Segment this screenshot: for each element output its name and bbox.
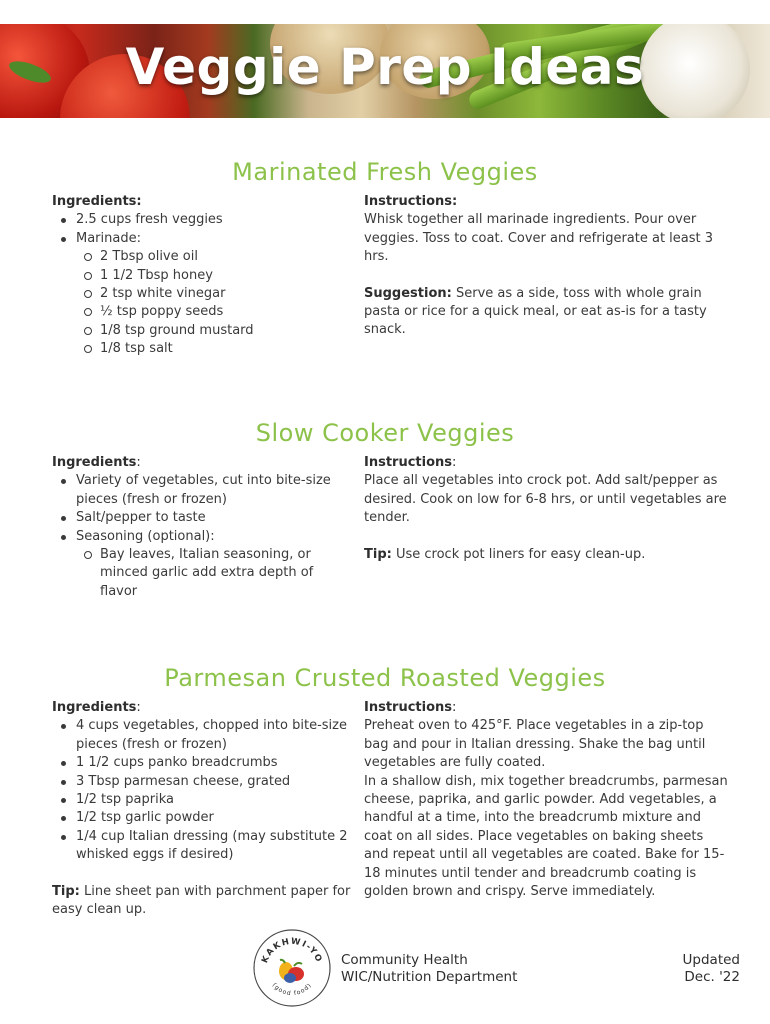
ingredients-heading: Ingredients: [52,455,141,470]
list-item: Bay leaves, Italian seasoning, or minced garlic add extra depth of flavor [76,546,352,601]
ingredients-heading: Ingredients: [52,194,142,209]
kakhwi-yo-logo [252,928,332,1008]
updated-value: Dec. '22 [684,969,740,985]
logo-top-text: KAKHWI-YO [260,936,324,965]
list-item: Variety of vegetables, cut into bite-size pieces (fresh or frozen) [52,472,352,509]
instructions-text: Whisk together all marinade ingredients. Pour over veggies. Toss to coat. Cover and refrigerate at least 3 hrs. [364,212,714,265]
tip-text: Tip: Line sheet pan with parchment paper for easy clean up. [52,883,351,918]
instructions-column-marinated [364,193,729,340]
list-item: 2.5 cups fresh veggies [52,211,352,229]
updated-date [683,952,740,986]
list-item: 1/2 tsp paprika [52,791,352,809]
ingredients-column-parmesan [52,699,352,919]
instructions-text: In a shallow dish, mix together breadcrumbs, parmesan cheese, paprika, and garlic powder. Add vegetables, a handful at a time, into the breadcrumb mixture and coat on all sides. Place vegetables on baking sheets and repeat until all vegetables are coated. Bake for 15-18 minutes until tender and breadcrumb coating is golden brown and crispy. Serve immediately. [364,773,728,900]
list-item: 2 Tbsp olive oil [76,248,352,266]
ingredients-column-slow-cooker [52,454,352,601]
instructions-heading: Instructions: [364,194,458,209]
ingredients-column-marinated [52,193,352,359]
updated-label: Updated [682,952,740,968]
logo-bottom-text: (good food) [270,981,314,998]
list-item: ½ tsp poppy seeds [76,303,352,321]
instructions-heading: Instructions: [364,455,457,470]
ingredients-heading: Ingredients: [52,700,141,715]
list-item: 1/8 tsp ground mustard [76,322,352,340]
section-title-marinated: Marinated Fresh Veggies [232,158,538,186]
list-item: 4 cups vegetables, chopped into bite-size pieces (fresh or frozen) [52,717,352,754]
suggestion-text: Suggestion: Serve as a side, toss with whole grain pasta or rice for a quick meal, or eat as-is for a tasty snack. [364,285,707,338]
list-item: 1 1/2 cups panko breadcrumbs [52,754,352,772]
list-item: 1/4 cup Italian dressing (may substitute 2 whisked eggs if desired) [52,828,352,865]
list-item: Marinade: 2 Tbsp olive oil 1 1/2 Tbsp honey 2 tsp white vinegar ½ tsp poppy seeds 1/8 tsp ground mustard 1/8 tsp salt [52,230,352,359]
section-title-parmesan: Parmesan Crusted Roasted Veggies [164,664,606,692]
department-line: WIC/Nutrition Department [341,969,518,985]
instructions-text: Preheat oven to 425°F. Place vegetables in a zip-top bag and pour in Italian dressing. Shake the bag until vegetables are fully coated. [364,718,706,771]
list-item: 1 1/2 Tbsp honey [76,267,352,285]
instructions-column-parmesan [364,699,729,901]
tip-text: Tip: Use crock pot liners for easy clean-up. [364,546,646,562]
instructions-column-slow-cooker [364,454,729,564]
list-item: 1/8 tsp salt [76,340,352,358]
section-title-slow-cooker: Slow Cooker Veggies [255,419,515,447]
page-title: Veggie Prep Ideas [125,38,645,96]
list-item: 1/2 tsp garlic powder [52,809,352,827]
department-line: Community Health [341,952,468,968]
list-item: 2 tsp white vinegar [76,285,352,303]
list-item: Salt/pepper to taste [52,509,352,527]
department-info [341,952,517,986]
instructions-text: Place all vegetables into crock pot. Add salt/pepper as desired. Cook on low for 6-8 hrs, or until vegetables are tender. [364,473,727,526]
list-item: Seasoning (optional): Bay leaves, Italian seasoning, or minced garlic add extra depth of flavor [52,528,352,602]
list-item: 3 Tbsp parmesan cheese, grated [52,773,352,791]
instructions-heading: Instructions: [364,700,457,715]
